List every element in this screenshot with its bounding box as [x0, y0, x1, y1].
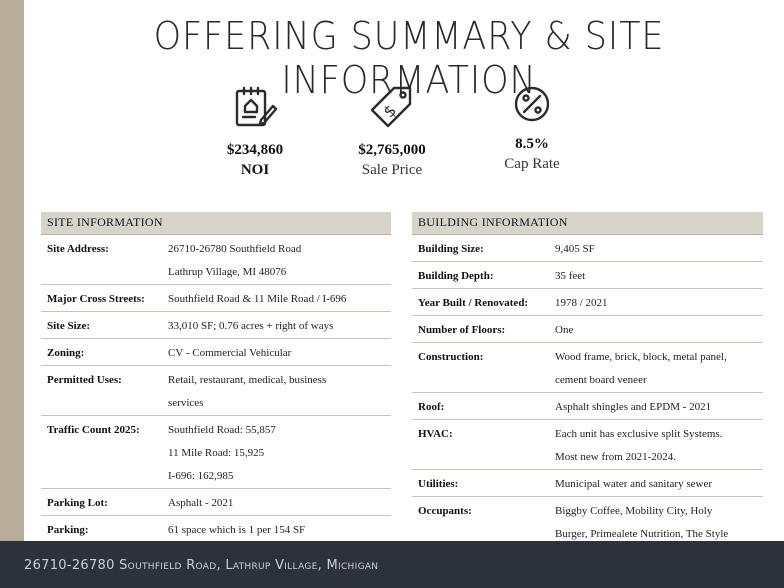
value-line: Most new from 2021-2024.: [555, 450, 676, 463]
value-line: Southfield Road & 11 Mile Road / I-696: [168, 292, 347, 305]
row-key: Building Size:: [412, 234, 549, 261]
row-key: Major Cross Streets:: [41, 284, 162, 311]
sale-price-value: $2,765,000: [358, 142, 426, 158]
cap-rate-value: 8.5%: [515, 136, 549, 152]
value-line: 61 space which is 1 per 154 SF: [168, 523, 306, 536]
table-row: [41, 488, 391, 515]
page-title: OFFERING SUMMARY & SITE INFORMATION: [153, 14, 665, 102]
left-accent-bar: [0, 0, 24, 541]
table-row: [41, 284, 391, 311]
value-line: Asphalt - 2021: [168, 496, 234, 509]
row-key: Year Built / Renovated:: [412, 288, 549, 315]
value-line: 9,405 SF: [555, 242, 595, 255]
key-metrics: [0, 84, 784, 194]
row-key: HVAC:: [412, 419, 549, 469]
table-row: [412, 234, 763, 261]
svg-text:$: $: [379, 100, 401, 122]
row-key: Zoning:: [41, 338, 162, 365]
table-row: [412, 288, 763, 315]
value-line: Municipal water and sanitary sewer: [555, 477, 712, 490]
table-row: [41, 365, 391, 415]
value-line: Burger, Primealete Nutrition, The Style: [555, 527, 729, 540]
value-line: cement board veneer: [555, 373, 647, 386]
table-row: [41, 338, 391, 365]
value-line: services: [168, 396, 204, 409]
sale-price-label: Sale Price: [361, 162, 423, 178]
row-value: [549, 315, 763, 342]
table-row: [412, 315, 763, 342]
row-value: [549, 392, 763, 419]
price-tag-icon: [368, 84, 416, 132]
row-value: [162, 365, 391, 415]
footer-address: 26710-26780 Southfield Road, Lathrup Village, Michigan: [24, 558, 379, 573]
table-row: [41, 311, 391, 338]
value-line: CV - Commercial Vehicular: [168, 346, 292, 359]
value-line: Retail, restaurant, medical, business: [168, 373, 327, 386]
row-value: [162, 338, 391, 365]
row-key: Permitted Uses:: [41, 365, 162, 415]
value-line: Asphalt shingles and EPDM - 2021: [555, 400, 712, 413]
value-line: Lathrup Village, MI 48076: [168, 265, 287, 278]
table-row: [41, 415, 391, 488]
row-value: [162, 415, 391, 488]
row-key: Construction:: [412, 342, 549, 392]
value-line: Southfield Road: 55,857: [168, 423, 276, 436]
value-line: Biggby Coffee, Mobility City, Holy: [555, 504, 713, 517]
row-value: [549, 261, 763, 288]
footer-bar: [0, 541, 784, 588]
value-line: 1978 / 2021: [555, 296, 608, 309]
table-row: [412, 419, 763, 469]
site-information-heading: SITE INFORMATION: [41, 212, 391, 234]
row-key: Number of Floors:: [412, 315, 549, 342]
row-key: Utilities:: [412, 469, 549, 496]
percent-circle-icon: [508, 84, 556, 132]
row-key: Parking:: [41, 515, 162, 542]
row-value: [549, 234, 763, 261]
row-value: [162, 515, 391, 542]
clipboard-house-icon: [231, 84, 279, 132]
value-line: 26710-26780 Southfield Road: [168, 242, 302, 255]
row-value: [549, 419, 763, 469]
row-value: [162, 284, 391, 311]
row-key: Site Size:: [41, 311, 162, 338]
row-value: [549, 342, 763, 392]
row-value: [162, 311, 391, 338]
value-line: 33,010 SF; 0.76 acres + right of ways: [168, 319, 334, 332]
noi-value: $234,860: [226, 142, 284, 158]
table-row: [412, 342, 763, 392]
row-key: Occupants:: [418, 504, 472, 517]
row-key: Roof:: [412, 392, 549, 419]
value-line: Wood frame, brick, block, metal panel,: [555, 350, 727, 363]
metric-sale-price: [327, 84, 457, 179]
value-line: 11 Mile Road: 15,925: [168, 446, 265, 459]
value-line: One: [555, 323, 574, 336]
noi-label: NOI: [240, 162, 270, 178]
row-value: [549, 469, 763, 496]
row-value: [162, 234, 391, 284]
row-key: Traffic Count 2025:: [41, 415, 162, 488]
value-line: I-696: 162,985: [168, 469, 234, 482]
row-value: [549, 288, 763, 315]
row-key: Building Depth:: [412, 261, 549, 288]
table-row: [41, 234, 391, 284]
row-value: [162, 488, 391, 515]
table-row: [412, 469, 763, 496]
site-information-table: [41, 212, 391, 543]
value-line: Each unit has exclusive split Systems.: [555, 427, 723, 440]
table-row: [412, 261, 763, 288]
table-row: [41, 515, 391, 542]
row-key: Parking Lot:: [41, 488, 162, 515]
metric-noi: [190, 84, 320, 179]
building-information-table: [412, 212, 763, 569]
table-row: [412, 392, 763, 419]
building-information-heading: BUILDING INFORMATION: [412, 212, 763, 234]
cap-rate-label: Cap Rate: [504, 156, 560, 172]
row-key: Site Address:: [41, 234, 162, 284]
value-line: 35 feet: [555, 269, 586, 282]
metric-cap-rate: [467, 84, 597, 173]
